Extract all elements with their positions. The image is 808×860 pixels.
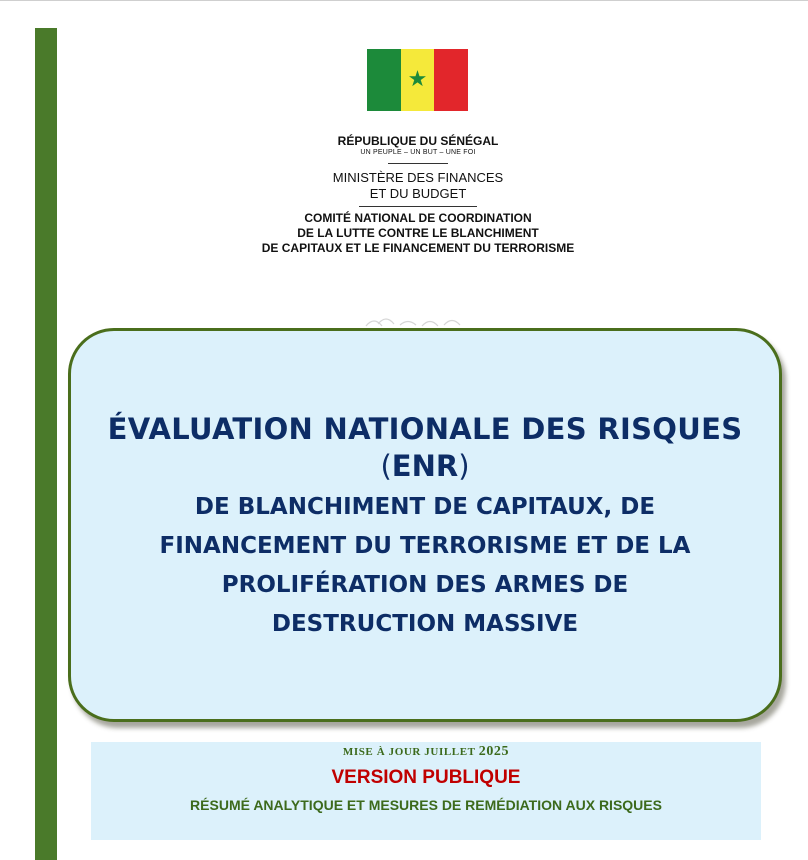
- subtitle-line3: PROLIFÉRATION DES ARMES DE: [221, 572, 629, 598]
- flag-yellow-band: [401, 49, 435, 111]
- subtitle-line1: DE BLANCHIMENT DE CAPITAUX, DE: [194, 494, 656, 520]
- republic-name: RÉPUBLIQUE DU SÉNÉGAL: [337, 134, 499, 148]
- senegal-flag: [367, 49, 468, 111]
- institution-header: [200, 134, 636, 256]
- summary-label: RÉSUMÉ ANALYTIQUE ET MESURES DE REMÉDIATION AUX RISQUES: [190, 797, 662, 813]
- update-label: MISE À JOUR JUILLET: [342, 746, 476, 758]
- title-acronym-line: [91, 448, 759, 484]
- flag-red-band: [434, 49, 468, 111]
- paren-close: ): [458, 449, 470, 483]
- top-divider: [0, 0, 808, 1]
- committee-name-line1: COMITÉ NATIONAL DE COORDINATION: [304, 211, 532, 225]
- committee-name-line2: DE LA LUTTE CONTRE LE BLANCHIMENT: [297, 226, 539, 240]
- ministry-name-line2: ET DU BUDGET: [369, 186, 467, 201]
- committee-name-line3: DE CAPITAUX ET LE FINANCEMENT DU TERRORISME: [261, 241, 575, 255]
- ministry-name-line1: MINISTÈRE DES FINANCES: [332, 170, 504, 185]
- update-date: [91, 745, 761, 759]
- paren-open: (: [380, 449, 392, 483]
- star-icon: ★: [407, 67, 428, 92]
- subtitle-line4: DESTRUCTION MASSIVE: [271, 611, 579, 637]
- report-title: [91, 411, 759, 644]
- title-acronym: ENR: [391, 449, 459, 483]
- publication-info-box: [91, 742, 761, 840]
- version-label: VERSION PUBLIQUE: [331, 767, 521, 788]
- update-year: 2025: [478, 744, 510, 759]
- subtitle-line2: FINANCEMENT DU TERRORISME ET DE LA: [159, 533, 691, 559]
- side-accent-bar: [35, 28, 57, 860]
- header-divider: [388, 163, 448, 164]
- national-motto: UN PEUPLE – UN BUT – UNE FOI: [360, 149, 476, 156]
- flag-green-band: [367, 49, 401, 111]
- title-subtitle: [91, 488, 759, 644]
- title-line-main: ÉVALUATION NATIONALE DES RISQUES: [107, 412, 743, 446]
- ministry-divider: [359, 206, 477, 207]
- report-title-box: [68, 328, 782, 722]
